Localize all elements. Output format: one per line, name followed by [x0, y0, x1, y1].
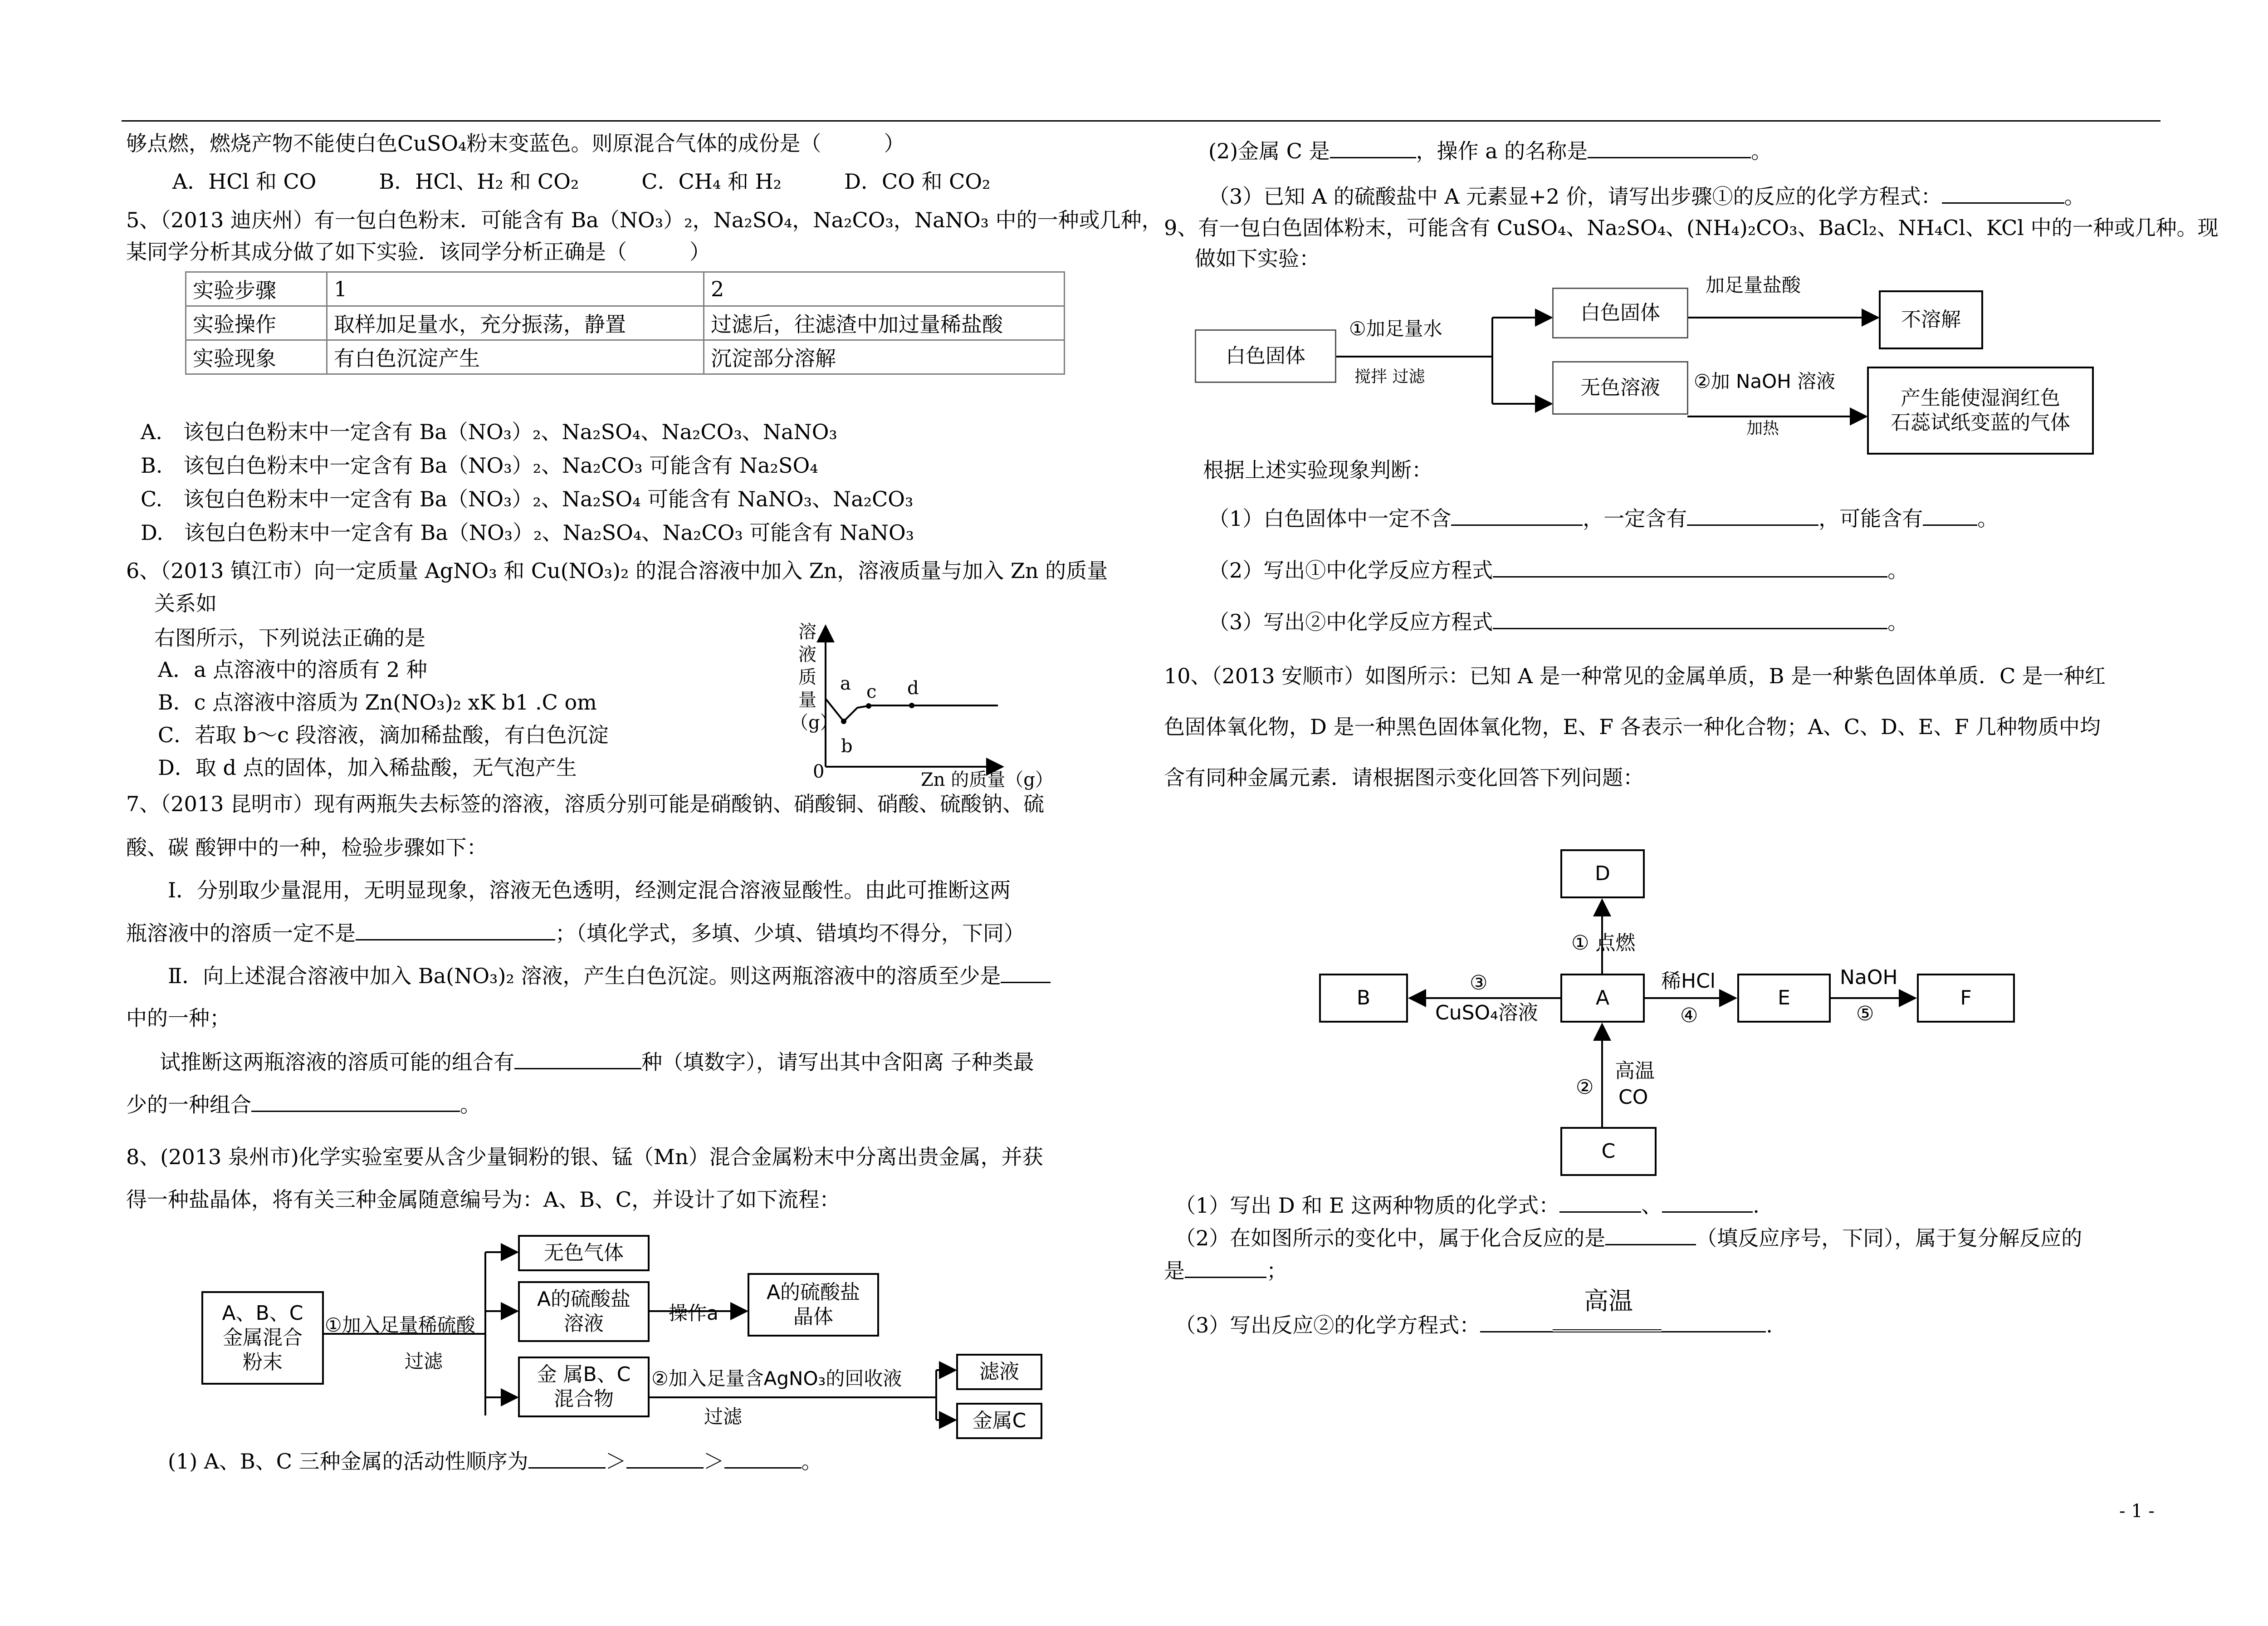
flow9-stir-filter-label: 搅拌 过滤 — [1354, 367, 1425, 386]
box-label: 金属C — [972, 1409, 1026, 1432]
q8-part2-text1: (2)金属 C 是 — [1208, 139, 1330, 163]
flow8-op-a-label: 操作a — [669, 1302, 719, 1324]
q7-step1-line1: Ⅰ．分别取少量混用，无明显现象，溶液无色透明，经测定混合溶液显酸性。由此可推断这两 — [168, 878, 1011, 902]
flow10-box-d — [1560, 849, 1645, 898]
flow9-add-water-label: ①加足量水 — [1349, 318, 1442, 340]
q9-part1-text1: （1）白色固体中一定不含 — [1208, 506, 1452, 531]
q9-judge-text: 根据上述实验现象判断： — [1203, 458, 1432, 482]
q6-stem-line3: 右图所示，下列说法正确的是 — [154, 626, 425, 650]
q7-step2-text: Ⅱ．向上述混合溶液中加入 Ba(NO₃)₂ 溶液，产生白色沉淀。则这两瓶溶液中的溶质至少是 — [168, 964, 1001, 988]
q9-part3-text: （3）写出②中化学反应方程式 — [1208, 610, 1493, 634]
box-label: F — [1960, 986, 1972, 1009]
table-cell: 实验操作 — [186, 306, 327, 340]
q6-stem-line1: 6、（2013 镇江市）向一定质量 AgNO₃ 和 Cu(NO₃)₂ 的混合溶液中加入 Zn，溶液质量与加入 Zn 的质量 — [126, 558, 1108, 583]
box-label: E — [1778, 986, 1790, 1009]
q10-part3-text: （3）写出反应②的化学方程式： — [1175, 1313, 1481, 1337]
graph-label-b: b — [841, 736, 853, 757]
q6-option-a: A．a 点溶液中的溶质有 2 种 — [158, 657, 427, 682]
q8-part1-text: (1) A、B、C 三种金属的活动性顺序为 — [168, 1449, 528, 1474]
table-cell: 2 — [704, 272, 1065, 306]
flow8-filter1-label: 过滤 — [405, 1350, 443, 1372]
table-cell: 有白色沉淀产生 — [327, 340, 704, 374]
q5-stem-line2: 某同学分析其成分做了如下实验．该同学分析正确是（ ） — [126, 240, 710, 264]
q10-part1 — [1175, 1191, 1760, 1219]
q6-option-c: C．若取 b～c 段溶液，滴加稀盐酸，有白色沉淀 — [158, 723, 609, 747]
table-cell: 实验现象 — [186, 340, 327, 374]
q5-stem-line1: 5、（2013 迪庆州）有一包白色粉末．可能含有 Ba（NO₃）₂，Na₂SO₄，Na₂CO₃，NaNO₃ 中的一种或几种， — [126, 208, 1163, 232]
flow9-add-naoh-label: ②加 NaOH 溶液 — [1694, 370, 1836, 392]
q8-part2-text2: ，操作 a 的名称是 — [1416, 139, 1588, 163]
table-cell: 沉淀部分溶解 — [704, 340, 1065, 374]
graph-ylabel-3: 质 — [798, 667, 816, 688]
q9-part1-end: 。 — [1977, 506, 1999, 531]
graph-label-a: a — [840, 673, 851, 694]
period: 。 — [801, 1449, 822, 1474]
q5-option-b: B. 该包白色粉末中一定含有 Ba（NO₃）₂、Na₂CO₃ 可能含有 Na₂SO₄ — [141, 453, 818, 478]
q9-part3-end: 。 — [1887, 610, 1909, 634]
flow10-r4-top: 稀HCl — [1661, 970, 1716, 993]
q8-part2-end: 。 — [1751, 139, 1772, 163]
flow10-box-f — [1917, 974, 2015, 1023]
gt-sign: ＞ — [605, 1449, 626, 1474]
q7-stem-line2: 酸、碳 酸钾中的一种，检验步骤如下： — [126, 835, 488, 860]
q10-part2-text3: 是 — [1164, 1259, 1185, 1283]
flow10-box-c — [1560, 1127, 1657, 1176]
box-label: 产生能使湿润红色 — [1901, 387, 2060, 410]
flow10-r2-cond-2: CO — [1618, 1086, 1648, 1109]
flow8-step2-label: ②加入足量含AgNO₃的回收液 — [651, 1367, 902, 1390]
q8-stem-line1: 8、(2013 泉州市)化学实验室要从含少量铜粉的银、锰（Mn）混合金属粉末中分离出贵金属，并获 — [126, 1145, 1043, 1169]
box-label: B — [1356, 986, 1371, 1009]
table-cell: 实验步骤 — [186, 272, 327, 306]
q5-option-c: C. 该包白色粉末中一定含有 Ba（NO₃）₂、Na₂SO₄ 可能含有 NaNO₃、Na₂CO₃ — [141, 487, 914, 511]
q10-stem-line3: 含有同种金属元素．请根据图示变化回答下列问题： — [1164, 765, 1644, 790]
answer-blank[interactable] — [1185, 1257, 1266, 1278]
box-label: 晶体 — [793, 1305, 833, 1328]
flow10-box-b — [1319, 974, 1408, 1023]
flow10-r2-label: ② — [1576, 1076, 1594, 1099]
box-label: 白色固体 — [1580, 301, 1660, 324]
q10-part2-end: ； — [1266, 1259, 1287, 1283]
q9-part1-text2: ，一定含有 — [1583, 506, 1687, 531]
box-label: A的硫酸盐 — [537, 1288, 631, 1311]
box-label: A — [1595, 986, 1610, 1009]
q9-stem-line1: 9、有一包白色固体粉末，可能含有 CuSO₄、Na₂SO₄、(NH₄)₂CO₃、BaCl₂、NH₄Cl、KCl 中的一种或几种。现 — [1164, 215, 2219, 240]
q6-option-d: D．取 d 点的固体，加入稀盐酸，无气泡产生 — [158, 755, 577, 780]
graph-ylabel-4: 量 — [798, 690, 816, 710]
q10-part1-text: （1）写出 D 和 E 这两种物质的化学式： — [1175, 1193, 1560, 1218]
answer-blank[interactable] — [1662, 1311, 1766, 1332]
box-label: 溶液 — [564, 1312, 604, 1335]
separator: 、 — [1641, 1193, 1662, 1218]
q9-part2-text: （2）写出①中化学反应方程式 — [1208, 558, 1493, 583]
box-label: 滤液 — [979, 1360, 1019, 1383]
q8-part3-end: 。 — [2064, 184, 2085, 209]
flow10-r1-label: ① 点燃 — [1571, 931, 1636, 955]
q7-combo-text2: 少的一种组合 — [126, 1092, 251, 1117]
q8-stem-line2: 得一种盐晶体，将有关三种金属随意编号为：A、B、C，并设计了如下流程： — [126, 1187, 841, 1212]
q7-combo-note: 种（填数字），请写出其中含阳离 子种类最 — [641, 1050, 1034, 1074]
flow10-r3-label: ③ — [1470, 971, 1488, 994]
q7-combo-text: 试推断这两瓶溶液的溶质可能的组合有 — [160, 1050, 514, 1074]
box-label: 粉末 — [243, 1351, 283, 1374]
box-label: 不溶解 — [1901, 308, 1961, 331]
graph-ylabel-2: 液 — [798, 644, 816, 665]
flow10-r5-label: ⑤ — [1856, 1002, 1874, 1025]
q7-step1-text: 瓶溶液中的溶质一定不是 — [126, 921, 356, 945]
q7-step2-line2: 中的一种； — [126, 1006, 230, 1030]
flow10-r4-label: ④ — [1680, 1004, 1698, 1027]
q8-part3-text: （3）已知 A 的硫酸盐中 A 元素显+2 价，请写出步骤①的反应的化学方程式： — [1208, 184, 1942, 209]
box-label: C — [1601, 1140, 1616, 1163]
box-label: A、B、C — [222, 1302, 303, 1325]
box-label: 金属混合 — [223, 1326, 303, 1349]
q9-part1-text3: ，可能含有 — [1818, 506, 1923, 531]
table-cell: 取样加足量水，充分振荡，静置 — [327, 306, 704, 340]
flow8-filter2-label: 过滤 — [704, 1406, 743, 1428]
box-label: D — [1595, 862, 1610, 885]
flow10-r2-cond-1: 高温 — [1615, 1059, 1655, 1082]
q10-part2-text1: （2）在如图所示的变化中，属于化合反应的是 — [1175, 1226, 1606, 1250]
flow10-box-e — [1737, 974, 1831, 1023]
q10-part2-line2 — [1164, 1257, 1287, 1284]
answer-blank[interactable] — [1480, 1311, 1553, 1332]
q10-stem-line2: 色固体氧化物，D 是一种黑色固体氧化物，E、F 各表示一种化合物；A、C、D、E、F 几种物质中均 — [1164, 715, 2101, 739]
q10-stem-line1: 10、（2013 安顺市）如图所示：已知 A 是一种常见的金属单质，B 是一种紫色固体单质．C 是一种红 — [1164, 664, 2106, 688]
graph-ylabel-5: （g） — [790, 712, 838, 733]
q7-stem-line1: 7、（2013 昆明市）现有两瓶失去标签的溶液，溶质分别可能是硝酸钠、硝酸铜、硝酸、硫酸钠、硫 — [126, 792, 1044, 816]
gt-sign: ＞ — [703, 1449, 724, 1474]
q7-combo-end: 。 — [460, 1092, 481, 1117]
box-label: 石蕊试纸变蓝的气体 — [1891, 411, 2070, 434]
table-cell: 1 — [327, 272, 704, 306]
graph-origin: 0 — [813, 761, 825, 782]
q6-option-b: B．c 点溶液中溶质为 Zn(NO₃)₂ xK b1 .C om — [158, 690, 597, 715]
q10-part3 — [1175, 1309, 1773, 1339]
period: . — [1753, 1193, 1760, 1218]
graph-label-c: c — [866, 681, 877, 702]
flow9-add-hcl-label: 加足量盐酸 — [1706, 274, 1801, 296]
graph-xlabel: Zn 的质量（g） — [921, 769, 1053, 790]
answer-blank[interactable] — [1559, 1191, 1641, 1213]
q5-option-a: A. 该包白色粉末中一定含有 Ba（NO₃）₂、Na₂SO₄、Na₂CO₃、NaNO₃ — [141, 420, 837, 444]
q10-part2-line1 — [1175, 1224, 2082, 1252]
flow10-box-a — [1560, 974, 1645, 1023]
q10-part3-condition: 高温 — [1584, 1287, 1633, 1315]
flow8-step1-label: ①加入足量稀硫酸 — [325, 1314, 475, 1336]
flow10-r5-top: NaOH — [1840, 966, 1898, 989]
box-label: 混合物 — [554, 1387, 614, 1411]
graph-ylabel-1: 溶 — [798, 622, 816, 642]
answer-blank[interactable] — [1662, 1191, 1753, 1213]
q7-step1-note: ；（填化学式，多填、少填、错填均不得分，下同） — [555, 921, 1025, 945]
flow9-heat-label: 加热 — [1746, 419, 1779, 438]
answer-blank[interactable] — [1605, 1224, 1696, 1245]
q4-options: A．HCl 和 CO B．HCl、H₂ 和 CO₂ C．CH₄ 和 H₂ D．CO 和 CO₂ — [172, 169, 991, 194]
page-number: - 1 - — [2119, 1501, 2155, 1522]
q9-stem-line2: 做如下实验： — [1195, 246, 1320, 271]
box-label: A的硫酸盐 — [766, 1281, 860, 1304]
q4-text-line: 够点燃，燃烧产物不能使白色CuSO₄粉末变蓝色。则原混合气体的成份是（ ） — [126, 131, 905, 156]
graph-label-d: d — [907, 678, 919, 699]
box-label: 无色溶液 — [1580, 376, 1660, 399]
q5-option-d: D. 该包白色粉末中一定含有 Ba（NO₃）₂、Na₂SO₄、Na₂CO₃ 可能含有 NaNO₃ — [141, 520, 914, 545]
q9-part2-end: 。 — [1887, 558, 1909, 583]
period: . — [1766, 1313, 1773, 1337]
box-label: 白色固体 — [1226, 344, 1305, 367]
box-label: 金 属B、C — [537, 1363, 631, 1386]
flow10-r3-cond: CuSO₄溶液 — [1435, 1001, 1538, 1024]
table-cell: 过滤后，往滤渣中加过量稀盐酸 — [704, 306, 1065, 340]
q10-part2-text2: （填反应序号，下同），属于复分解反应的 — [1696, 1226, 2082, 1250]
q6-stem-line2: 关系如 — [154, 591, 217, 616]
box-label: 无色气体 — [544, 1241, 624, 1264]
